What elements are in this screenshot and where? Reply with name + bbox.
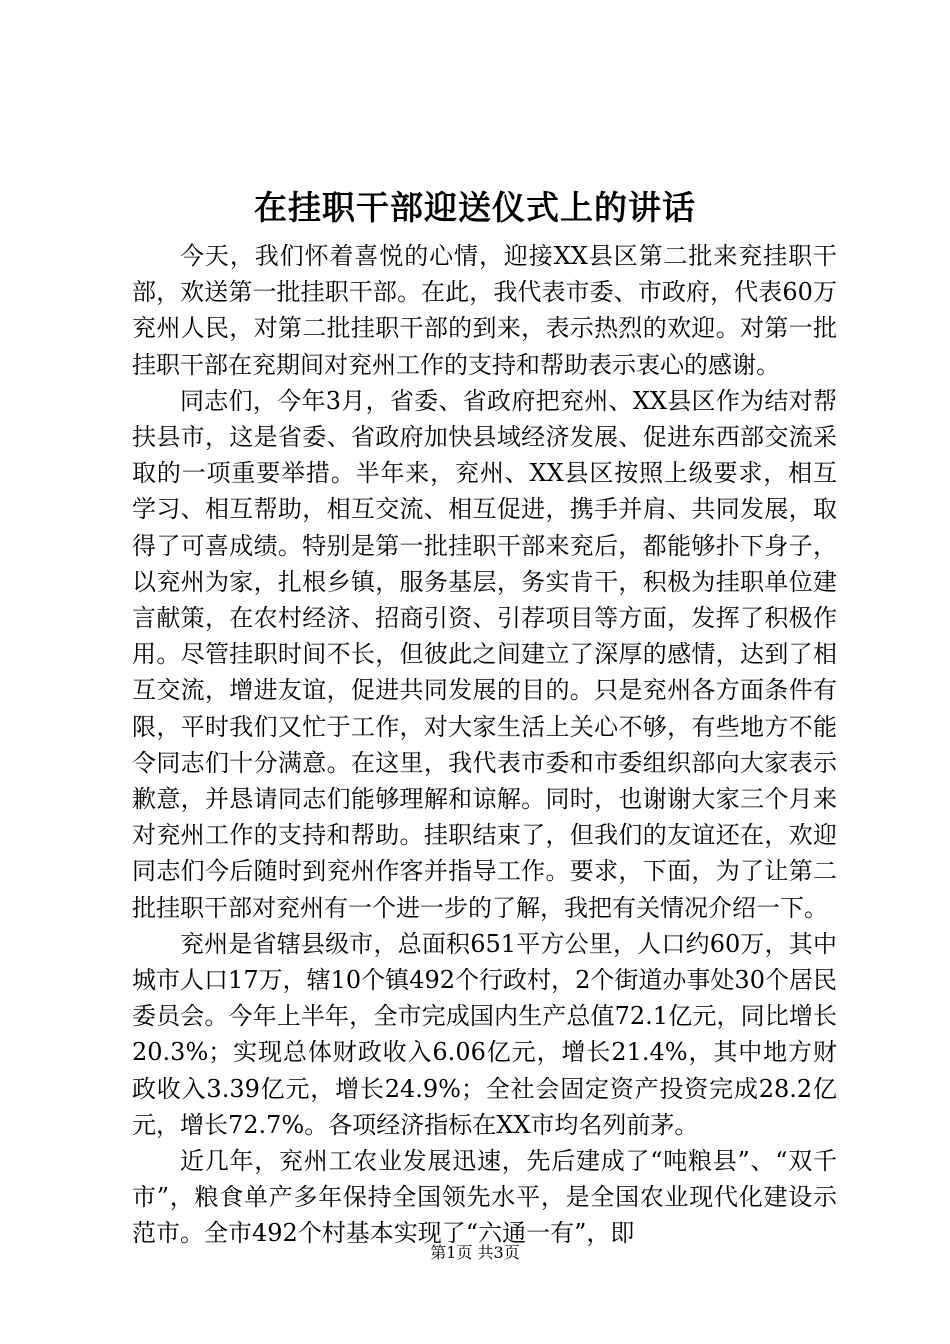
paragraph-welcome: 今天，我们怀着喜悦的心情，迎接XX县区第二批来兖挂职干部，欢送第一批挂职干部。在此，我代表市委、市政府，代表60万兖州人民，对第二批挂职干部的到来，表示热烈的欢迎。对第一批挂职干部在兖期间对兖州工作的支持和帮助表示衷心的感谢。 <box>132 242 837 379</box>
paragraph-city-overview: 兖州是省辖县级市，总面积651平方公里，人口约60万，其中城市人口17万，辖10个镇492个行政村，2个街道办事处30个居民委员会。今年上半年，全市完成国内生产总值72.1亿元，同比增长20.3%；实现总体财政收入6.06亿元，增长21.4%，其中地方财政收入3.39亿元，增长24.9%；全社会固定资产投资完成28.2亿元，增长72.7%。各项经济指标在XX市均名列前茅。 <box>132 929 837 1139</box>
document-body <box>132 238 837 1252</box>
page-footer: 第1页 共3页 <box>430 1243 520 1262</box>
document-title: 在挂职干部迎送仪式上的讲话 <box>254 188 696 227</box>
paragraph-cooperation: 同志们，今年3月，省委、省政府把兖州、XX县区作为结对帮扶县市，这是省委、省政府加快县域经济发展、促进东西部交流采取的一项重要举措。半年来，兖州、XX县区按照上级要求，相互学习、相互帮助，相互交流、相互促进，携手并肩、共同发展，取得了可喜成绩。特别是第一批挂职干部来兖后，都能够扑下身子，以兖州为家，扎根乡镇，服务基层，务实肯干，积极为挂职单位建言献策，在农村经济、招商引资、引荐项目等方面，发挥了积极作用。尽管挂职时间不长，但彼此之间建立了深厚的感情，达到了相互交流，增进友谊，促进共同发展的目的。只是兖州各方面条件有限，平时我们又忙于工作，对大家生活上关心不够，有些地方不能令同志们十分满意。在这里，我代表市委和市委组织部向大家表示歉意，并恳请同志们能够理解和谅解。同时，也谢谢大家三个月来对兖州工作的支持和帮助。挂职结束了，但我们的友谊还在，欢迎同志们今后随时到兖州作客并指导工作。要求，下面，为了让第二批挂职干部对兖州有一个进一步的了解，我把有关情况介绍一下。 <box>132 386 837 922</box>
paragraph-development: 近几年，兖州工农业发展迅速，先后建成了“吨粮县”、“双千市”，粮食单产多年保持全国领先水平，是全国农业现代化建设示范市。全市492个村基本实现了“六通一有”，即 <box>132 1147 837 1248</box>
